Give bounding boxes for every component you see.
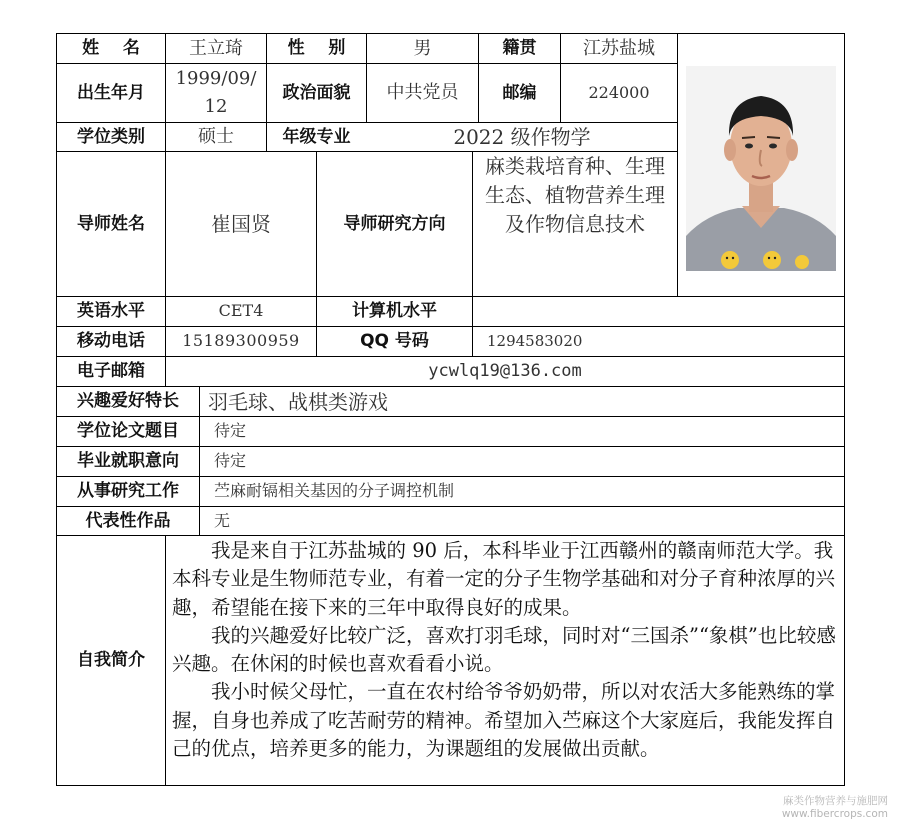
self-intro-paragraph: 我小时候父母忙，一直在农村给爷爷奶奶带，所以对农活大多能熟练的掌握，自身也养成了吃苦耐劳的精神。希望加入苎麻这个大家庭后，我能发挥自己的优点，培养更多的能力，为课题组的发展做出贡献。 (172, 680, 836, 761)
birth-label: 出生年月 (77, 82, 145, 103)
rule (56, 535, 845, 536)
email-value: ycwlq19@136.com (428, 361, 582, 382)
gender-value: 男 (413, 37, 432, 59)
rule (56, 785, 845, 786)
name-value: 王立琦 (189, 37, 243, 59)
research-work-value: 苎麻耐镉相关基因的分子调控机制 (214, 481, 455, 501)
research-work-label: 从事研究工作 (77, 481, 179, 502)
portrait-photo (686, 66, 836, 271)
native-place-value: 江苏盐城 (583, 37, 655, 59)
watermark (782, 795, 888, 821)
advisor-research-label: 导师研究方向 (343, 213, 446, 234)
self-intro-paragraph: 我是来自于江苏盐城的 90 后，本科毕业于江西赣州的赣南师范大学。我本科专业是生物师范专业，有着一定的分子生物学基础和对分子育种浓厚的兴趣，希望能在接下来的三年中取得良好的成果。 (172, 539, 836, 619)
postcode-value: 224000 (588, 82, 650, 102)
english-level-value: CET4 (218, 301, 264, 321)
self-intro-text (172, 537, 840, 763)
rule (844, 33, 845, 786)
works-value: 无 (214, 510, 231, 530)
grade-major-label: 年级专业 (282, 126, 351, 147)
hobbies-value: 羽毛球、战棋类游戏 (208, 389, 388, 414)
watermark-line1: 麻类作物营养与施肥网 (783, 795, 888, 807)
advisor-label: 导师姓名 (77, 213, 145, 234)
thesis-label: 学位论文题目 (77, 421, 179, 442)
english-level-label: 英语水平 (77, 301, 145, 322)
hobbies-label: 兴趣爱好特长 (77, 391, 179, 412)
phone-label: 移动电话 (77, 331, 145, 352)
gender-label: 性 别 (287, 38, 346, 59)
birth-value (166, 64, 266, 122)
qq-value: 1294583020 (487, 331, 583, 350)
email-label: 电子邮箱 (77, 361, 145, 382)
thesis-value: 待定 (214, 421, 247, 441)
political-status-value: 中共党员 (386, 82, 459, 104)
degree-type-label: 学位类别 (77, 126, 145, 147)
works-label: 代表性作品 (85, 510, 171, 531)
career-label: 毕业就职意向 (77, 451, 179, 472)
degree-type-value: 硕士 (198, 126, 234, 148)
computer-level-value (473, 297, 844, 326)
rule (165, 535, 166, 786)
career-value: 待定 (214, 451, 247, 471)
birth-value-line2: 12 (204, 96, 228, 117)
advisor-value: 崔国贤 (211, 212, 271, 236)
phone-value: 15189300959 (182, 331, 300, 351)
birth-value-line1: 1999/09/ (175, 68, 257, 89)
postcode-label: 邮编 (502, 82, 537, 103)
qq-label: QQ 号码 (360, 331, 429, 352)
name-label: 姓 名 (82, 38, 140, 59)
rule (677, 33, 678, 297)
grade-major-value: 2022 级作物学 (453, 125, 591, 149)
self-intro-paragraph: 我的兴趣爱好比较广泛，喜欢打羽毛球，同时对“三国杀”“象棋”也比较感兴趣。在休闲的时候也喜欢看看小说。 (172, 623, 836, 676)
self-intro-label: 自我简介 (77, 650, 145, 671)
computer-level-label: 计算机水平 (352, 301, 437, 322)
native-place-label: 籍贯 (502, 38, 537, 59)
advisor-research-value: 麻类栽培育种、生理生态、植物营养生理及作物信息技术 (485, 154, 665, 236)
watermark-line2: www.fibercrops.com (781, 808, 888, 820)
political-status-label: 政治面貌 (282, 82, 351, 103)
